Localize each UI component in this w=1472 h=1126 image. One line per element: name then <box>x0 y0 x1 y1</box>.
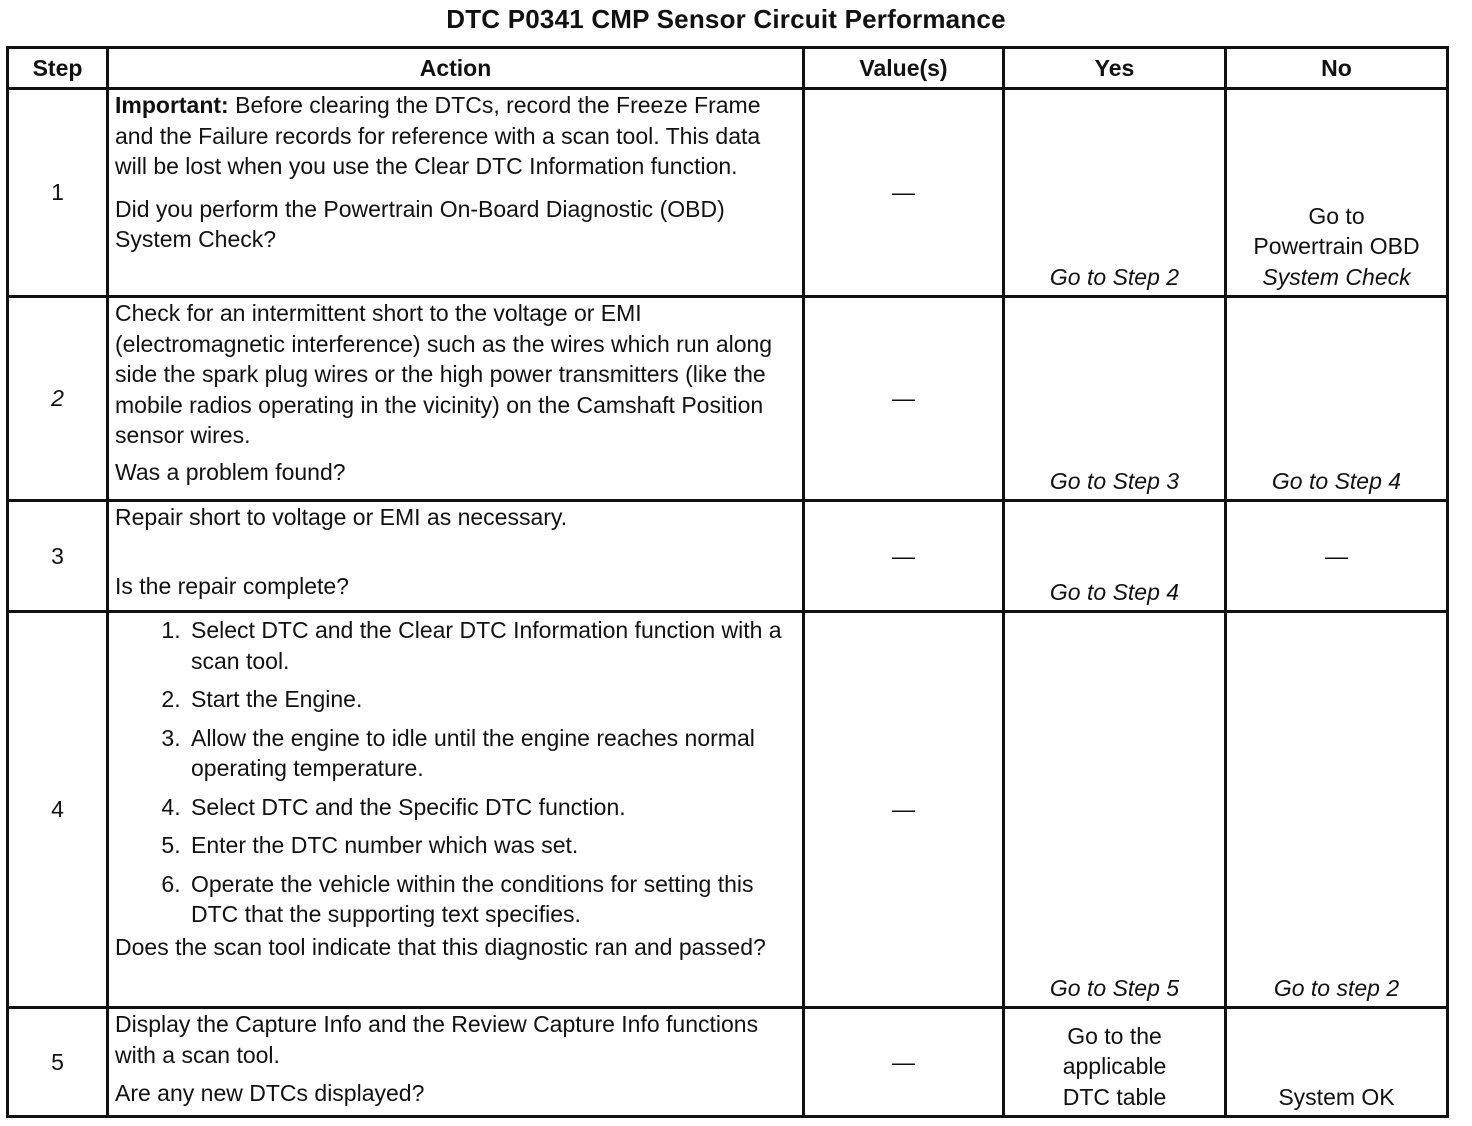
yes-cell: Go to Step 4 <box>1004 501 1226 612</box>
no-cell: Go to step 2 <box>1226 612 1448 1008</box>
table-row <box>8 1008 1448 1117</box>
table-header-row <box>8 48 1448 89</box>
diagnostic-table <box>6 46 1449 1118</box>
procedure-list <box>115 615 796 930</box>
list-item: 5. Enter the DTC number which was set. <box>187 830 796 861</box>
step-number: 4 <box>8 612 108 1008</box>
step-number: 1 <box>8 89 108 297</box>
yes-line: DTC table <box>1062 1083 1167 1110</box>
no-cell <box>1226 89 1448 297</box>
yes-cell <box>1004 1008 1226 1117</box>
table-row <box>8 89 1448 297</box>
table-row <box>8 501 1448 612</box>
action-question: Is the repair complete? <box>115 572 349 599</box>
value-cell: — <box>804 297 1004 501</box>
list-item: 2. Start the Engine. <box>187 684 796 715</box>
yes-line: Go to the <box>1067 1022 1162 1049</box>
list-item: 4. Select DTC and the Specific DTC function. <box>187 792 796 823</box>
list-item: 1. Select DTC and the Clear DTC Information function with a scan tool. <box>187 615 796 676</box>
step-number: 3 <box>8 501 108 612</box>
no-line: Powertrain OBD <box>1253 233 1420 259</box>
action-question: Did you perform the Powertrain On-Board Diagnostic (OBD) System Check? <box>115 195 725 252</box>
action-text: Display the Capture Info and the Review Capture Info functions with a scan tool. <box>115 1011 759 1068</box>
value-cell: — <box>804 89 1004 297</box>
no-cell: Go to Step 4 <box>1226 297 1448 501</box>
no-cell: System OK <box>1226 1008 1448 1117</box>
value-cell: — <box>804 612 1004 1008</box>
page-title: DTC P0341 CMP Sensor Circuit Performance <box>446 4 1006 34</box>
table-row <box>8 297 1448 501</box>
no-line: System Check <box>1262 263 1411 290</box>
step-number: 2 <box>8 297 108 501</box>
action-cell <box>108 89 804 297</box>
action-text: Check for an intermittent short to the voltage or EMI (electromagnetic interference) such as the wires which run along side the spark plug wires or the high power transmitters (like the mobile radios operating in the vicinity) on the Camshaft Position sensor wires. <box>115 300 773 448</box>
step-number: 5 <box>8 1008 108 1117</box>
yes-line: applicable <box>1062 1053 1167 1079</box>
list-item: 3. Allow the engine to idle until the engine reaches normal operating temperature. <box>187 723 796 784</box>
no-cell: — <box>1226 501 1448 612</box>
action-question: Was a problem found? <box>115 458 346 485</box>
action-cell <box>108 1008 804 1117</box>
value-cell: — <box>804 501 1004 612</box>
action-question: Does the scan tool indicate that this diagnostic ran and passed? <box>115 933 766 960</box>
action-cell <box>108 297 804 501</box>
list-item: 6. Operate the vehicle within the conditions for setting this DTC that the supporting text specifies. <box>187 869 796 930</box>
yes-cell: Go to Step 3 <box>1004 297 1226 501</box>
important-note <box>115 90 796 182</box>
header-no: No <box>1226 48 1448 89</box>
header-step: Step <box>8 48 108 89</box>
no-line: Go to <box>1308 202 1365 229</box>
header-action: Action <box>108 48 804 89</box>
header-yes: Yes <box>1004 48 1226 89</box>
action-cell <box>108 612 804 1008</box>
value-cell: — <box>804 1008 1004 1117</box>
important-label: Important: <box>115 92 229 118</box>
action-text: Repair short to voltage or EMI as necessary. <box>115 504 568 530</box>
yes-cell: Go to Step 5 <box>1004 612 1226 1008</box>
action-cell <box>108 501 804 612</box>
important-text: Before clearing the DTCs, record the Freeze Frame and the Failure records for reference with a scan tool. This data will be lost when you use the Clear DTC Information function. <box>115 92 761 179</box>
header-value: Value(s) <box>804 48 1004 89</box>
yes-cell: Go to Step 2 <box>1004 89 1226 297</box>
table-row <box>8 612 1448 1008</box>
action-question: Are any new DTCs displayed? <box>115 1080 425 1106</box>
